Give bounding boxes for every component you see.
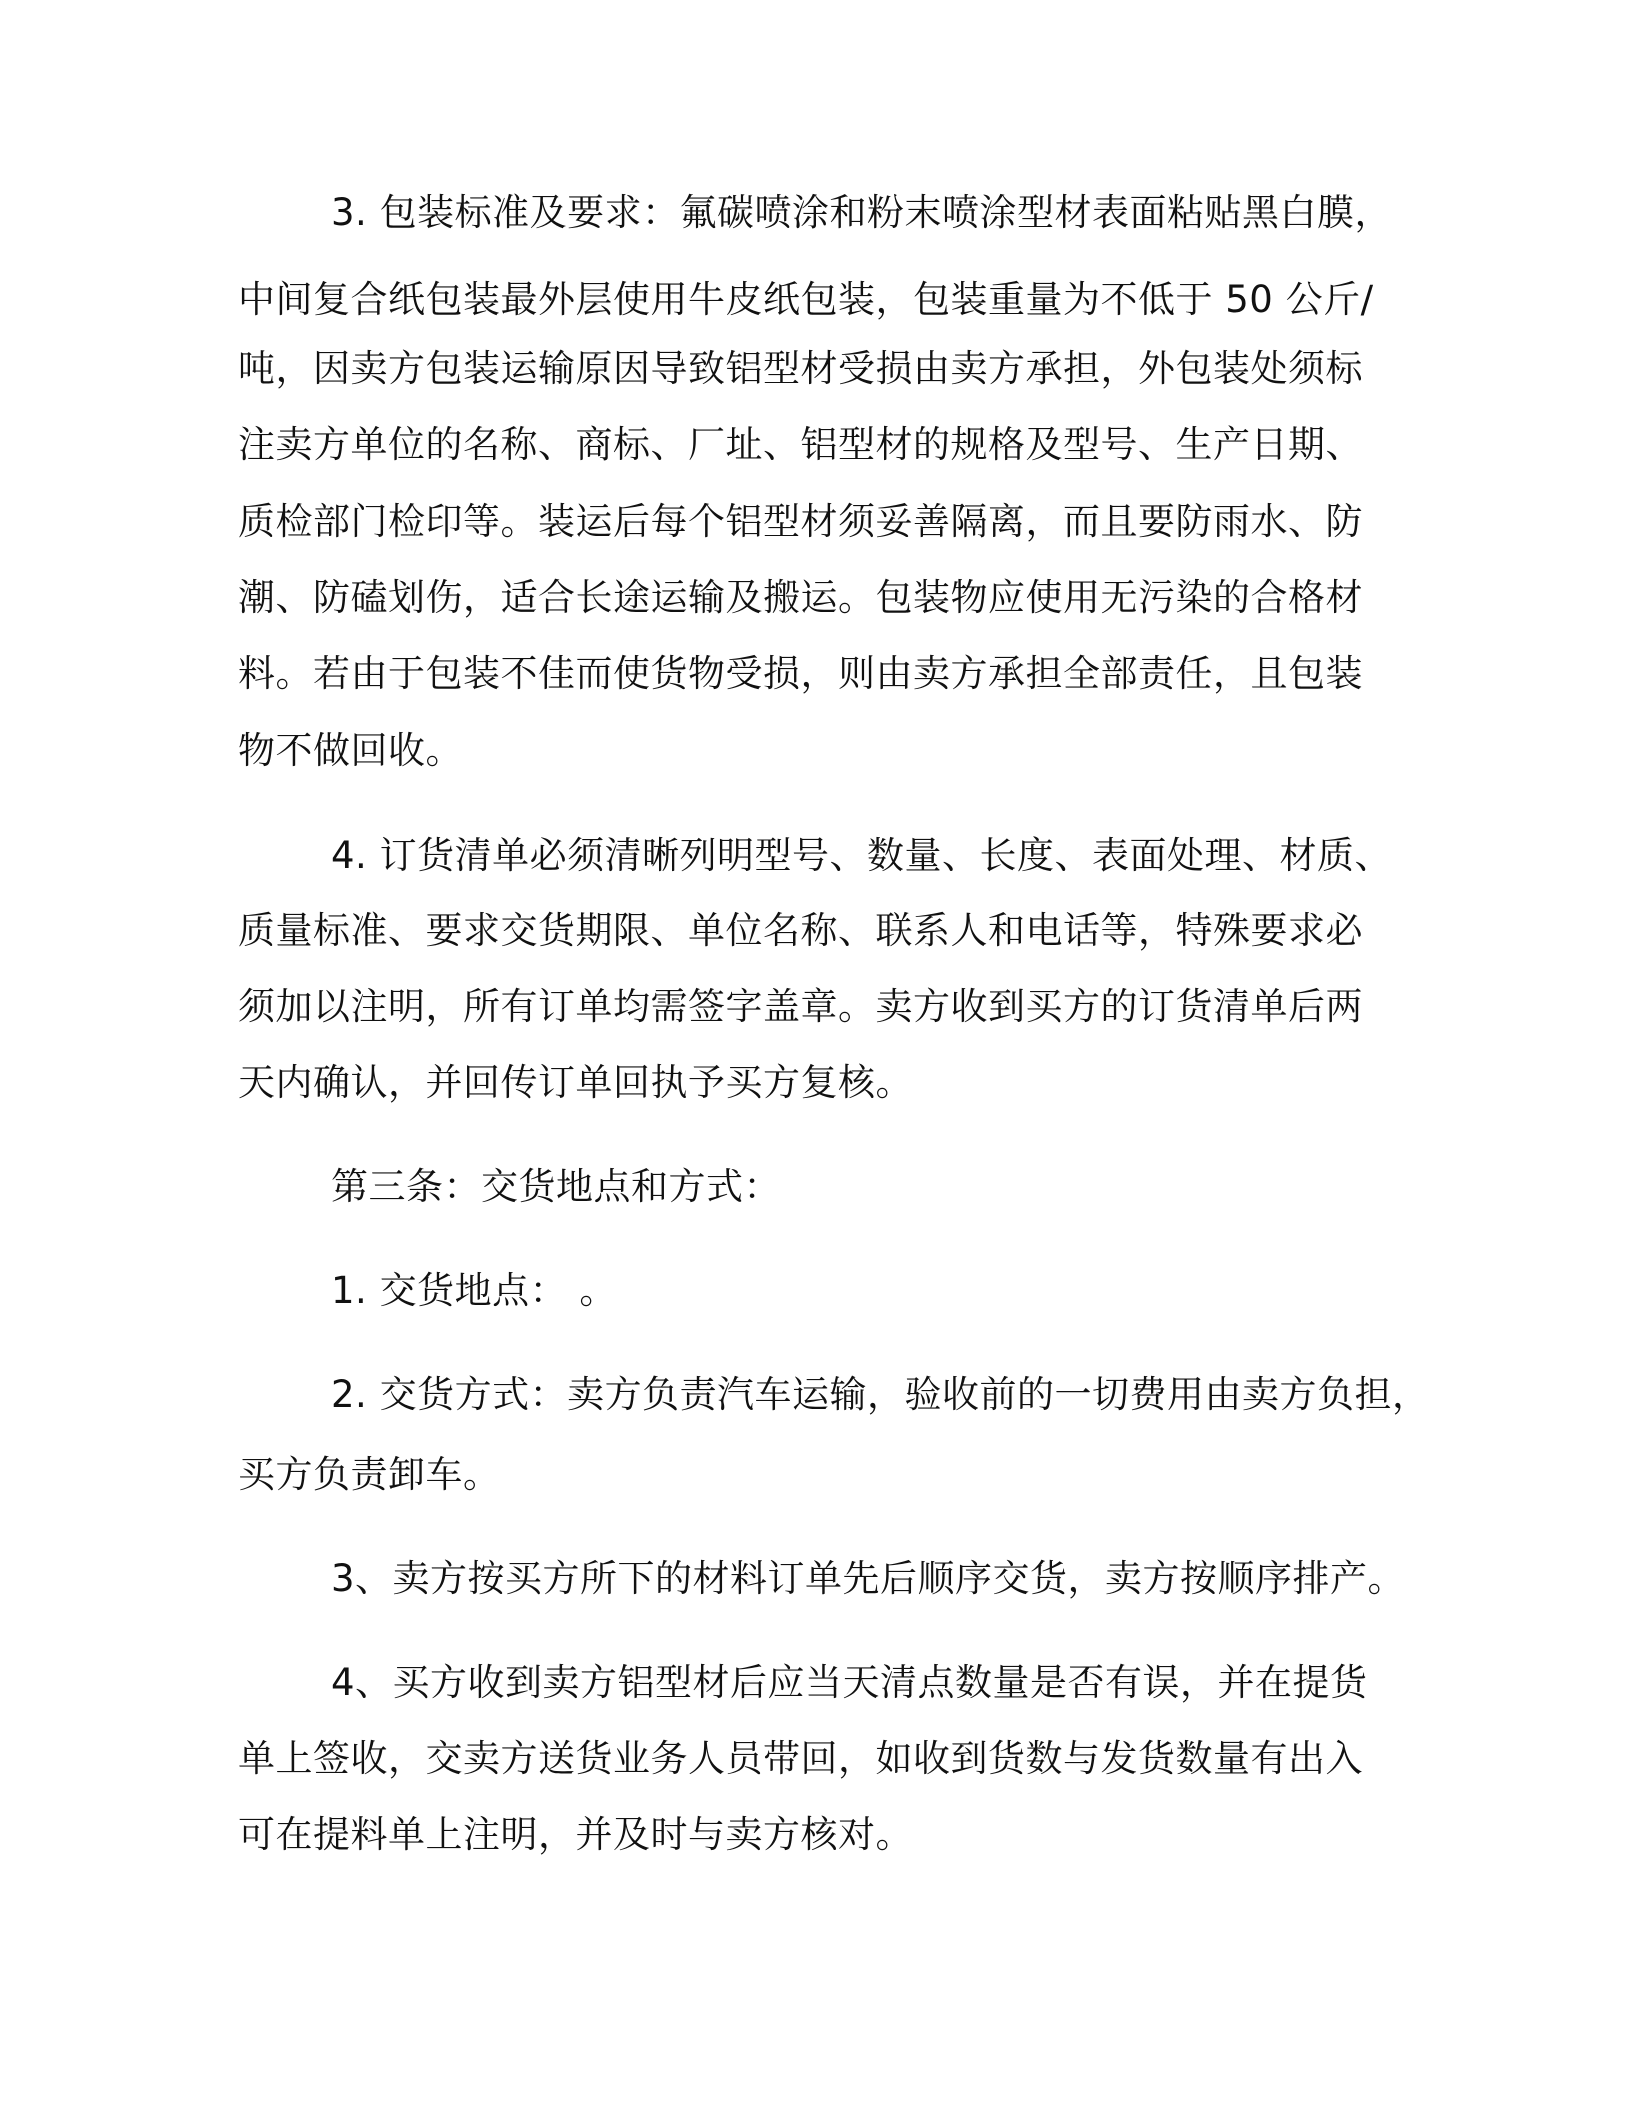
paragraph-line: 天内确认，并回传订单回执予买方复核。: [238, 1061, 913, 1104]
paragraph-line: 中间复合纸包装最外层使用牛皮纸包装，包装重量为不低于 50 公斤/: [238, 278, 1374, 321]
paragraph-line: 质检部门检印等。装运后每个铝型材须妥善隔离，而且要防雨水、防: [238, 500, 1363, 543]
paragraph-line: 4. 订货清单必须清晰列明型号、数量、长度、表面处理、材质、: [331, 834, 1393, 877]
paragraph-line: 物不做回收。: [238, 729, 463, 772]
paragraph-line: 2. 交货方式：卖方负责汽车运输，验收前的一切费用由卖方负担，: [331, 1373, 1430, 1416]
paragraph-line: 潮、防磕划伤，适合长途运输及搬运。包装物应使用无污染的合格材: [238, 576, 1363, 619]
paragraph-line: 1. 交货地点： 。: [331, 1269, 617, 1312]
paragraph-line: 买方负责卸车。: [238, 1453, 501, 1496]
section-heading: 第三条：交货地点和方式：: [331, 1165, 781, 1208]
paragraph-line: 3. 包装标准及要求：氟碳喷涂和粉末喷涂型材表面粘贴黑白膜，: [331, 191, 1393, 234]
paragraph-line: 料。若由于包装不佳而使货物受损，则由卖方承担全部责任，且包装: [238, 652, 1363, 695]
paragraph-line: 注卖方单位的名称、商标、厂址、铝型材的规格及型号、生产日期、: [238, 423, 1363, 466]
paragraph-line: 单上签收，交卖方送货业务人员带回，如收到货数与发货数量有出入: [238, 1737, 1363, 1780]
paragraph-line: 吨，因卖方包装运输原因导致铝型材受损由卖方承担，外包装处须标: [238, 347, 1363, 390]
paragraph-line: 3、卖方按买方所下的材料订单先后顺序交货，卖方按顺序排产。: [331, 1557, 1406, 1600]
paragraph-line: 可在提料单上注明，并及时与卖方核对。: [238, 1813, 913, 1856]
paragraph-line: 须加以注明，所有订单均需签字盖章。卖方收到买方的订货清单后两: [238, 985, 1363, 1028]
paragraph-line: 质量标准、要求交货期限、单位名称、联系人和电话等，特殊要求必: [238, 909, 1363, 952]
paragraph-line: 4、买方收到卖方铝型材后应当天清点数量是否有误，并在提货: [331, 1661, 1368, 1704]
